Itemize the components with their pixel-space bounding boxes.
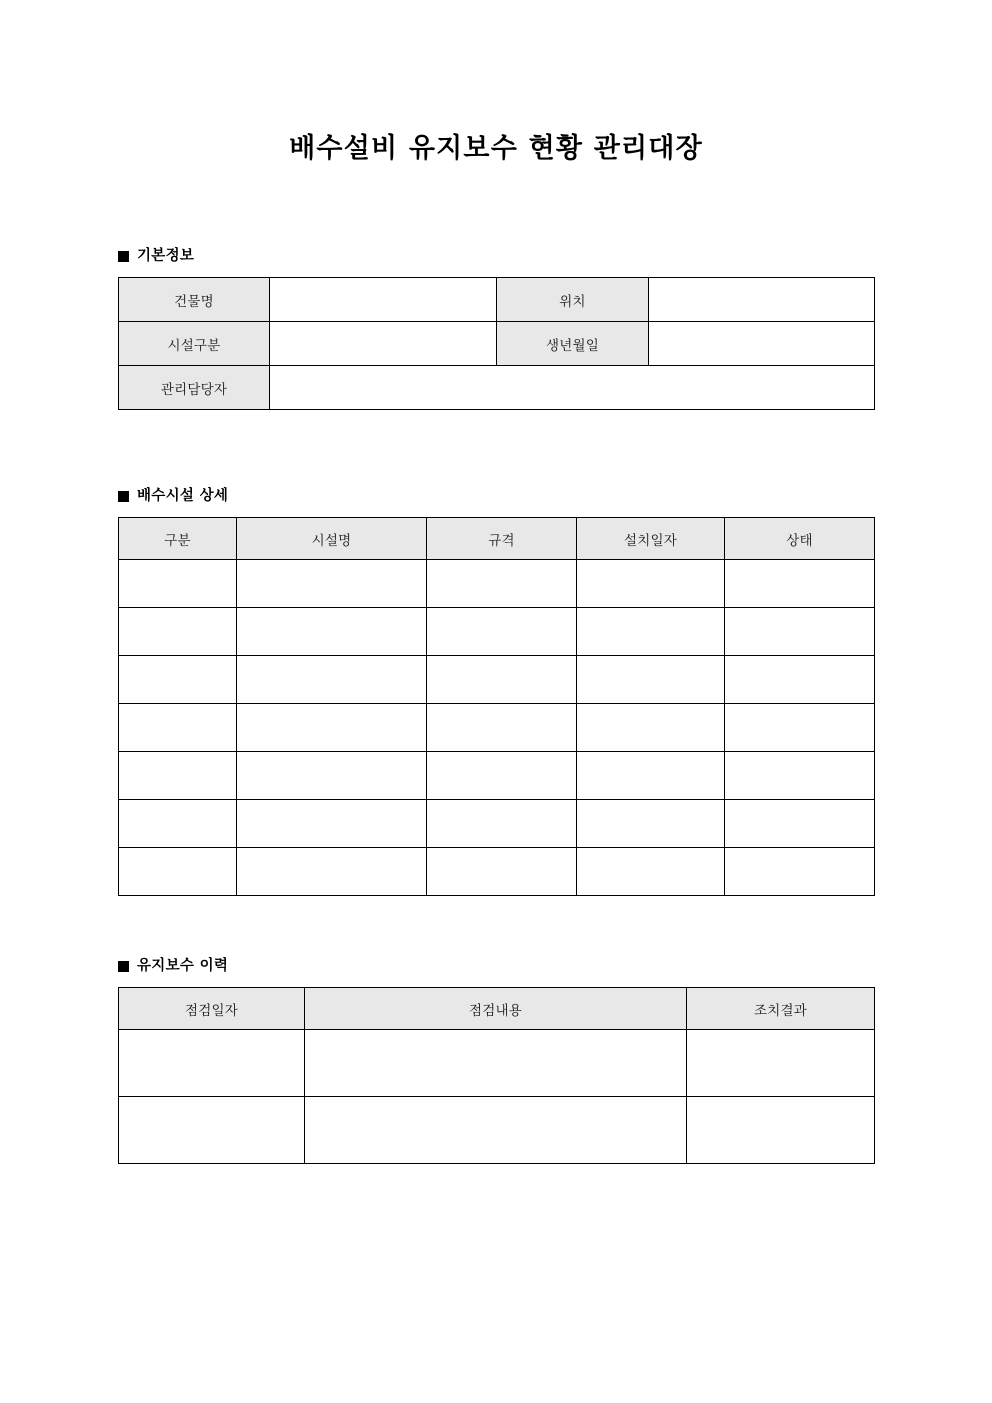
field-label-location: 위치 [497,278,649,322]
table-row [119,752,875,800]
cell-status[interactable] [725,848,875,896]
cell-status[interactable] [725,704,875,752]
section-heading-maintenance-history [118,958,874,975]
field-value-location[interactable] [649,278,875,322]
cell-inspection-date[interactable] [119,1030,305,1097]
field-value-building-name[interactable] [270,278,497,322]
cell-status[interactable] [725,608,875,656]
section-basic-info [118,248,874,410]
table-row [119,560,875,608]
cell-category[interactable] [119,704,237,752]
section-heading-basic-info [118,248,874,265]
cell-category[interactable] [119,656,237,704]
table-header-row [119,988,875,1030]
table-row [119,366,875,410]
table-row [119,278,875,322]
column-header-spec: 규격 [427,518,577,560]
field-label-birth-date: 생년월일 [497,322,649,366]
field-label-manager: 관리담당자 [119,366,270,410]
section-heading-label: 유지보수 이력 [137,958,229,974]
drainage-facility-table [118,517,875,896]
table-row [119,704,875,752]
section-heading-drainage-detail [118,488,874,505]
cell-spec[interactable] [427,752,577,800]
cell-status[interactable] [725,560,875,608]
filled-square-bullet-icon [118,491,129,502]
column-header-inspection-date: 점검일자 [119,988,305,1030]
cell-spec[interactable] [427,800,577,848]
cell-install-date[interactable] [577,704,725,752]
cell-facility-name[interactable] [237,704,427,752]
table-row [119,1030,875,1097]
table-row [119,322,875,366]
cell-install-date[interactable] [577,656,725,704]
column-header-facility-name: 시설명 [237,518,427,560]
cell-category[interactable] [119,848,237,896]
cell-spec[interactable] [427,848,577,896]
field-value-birth-date[interactable] [649,322,875,366]
table-row [119,800,875,848]
cell-inspection-detail[interactable] [305,1097,687,1164]
table-row [119,608,875,656]
cell-install-date[interactable] [577,560,725,608]
cell-category[interactable] [119,752,237,800]
cell-facility-name[interactable] [237,560,427,608]
cell-facility-name[interactable] [237,656,427,704]
filled-square-bullet-icon [118,251,129,262]
field-label-building-name: 건물명 [119,278,270,322]
column-header-status: 상태 [725,518,875,560]
cell-facility-name[interactable] [237,752,427,800]
section-drainage-facility-detail [118,488,874,896]
column-header-install-date: 설치일자 [577,518,725,560]
maintenance-history-table [118,987,875,1164]
cell-install-date[interactable] [577,608,725,656]
cell-spec[interactable] [427,704,577,752]
cell-action-result[interactable] [687,1030,875,1097]
cell-category[interactable] [119,560,237,608]
cell-install-date[interactable] [577,800,725,848]
field-value-facility-type[interactable] [270,322,497,366]
cell-facility-name[interactable] [237,848,427,896]
field-value-manager[interactable] [270,366,875,410]
section-heading-label: 기본정보 [137,248,195,264]
page-title: 배수설비 유지보수 현황 관리대장 [289,133,703,164]
cell-facility-name[interactable] [237,608,427,656]
cell-spec[interactable] [427,656,577,704]
basic-info-table [118,277,875,410]
table-row [119,656,875,704]
cell-install-date[interactable] [577,848,725,896]
filled-square-bullet-icon [118,961,129,972]
cell-inspection-detail[interactable] [305,1030,687,1097]
cell-spec[interactable] [427,608,577,656]
field-label-facility-type: 시설구분 [119,322,270,366]
column-header-category: 구분 [119,518,237,560]
cell-action-result[interactable] [687,1097,875,1164]
section-heading-label: 배수시설 상세 [137,488,229,504]
table-row [119,848,875,896]
cell-category[interactable] [119,800,237,848]
cell-spec[interactable] [427,560,577,608]
cell-install-date[interactable] [577,752,725,800]
cell-status[interactable] [725,656,875,704]
cell-inspection-date[interactable] [119,1097,305,1164]
column-header-action-result: 조치결과 [687,988,875,1030]
cell-status[interactable] [725,752,875,800]
cell-category[interactable] [119,608,237,656]
cell-status[interactable] [725,800,875,848]
section-maintenance-history [118,958,874,1164]
table-header-row [119,518,875,560]
column-header-inspection-detail: 점검내용 [305,988,687,1030]
cell-facility-name[interactable] [237,800,427,848]
table-row [119,1097,875,1164]
